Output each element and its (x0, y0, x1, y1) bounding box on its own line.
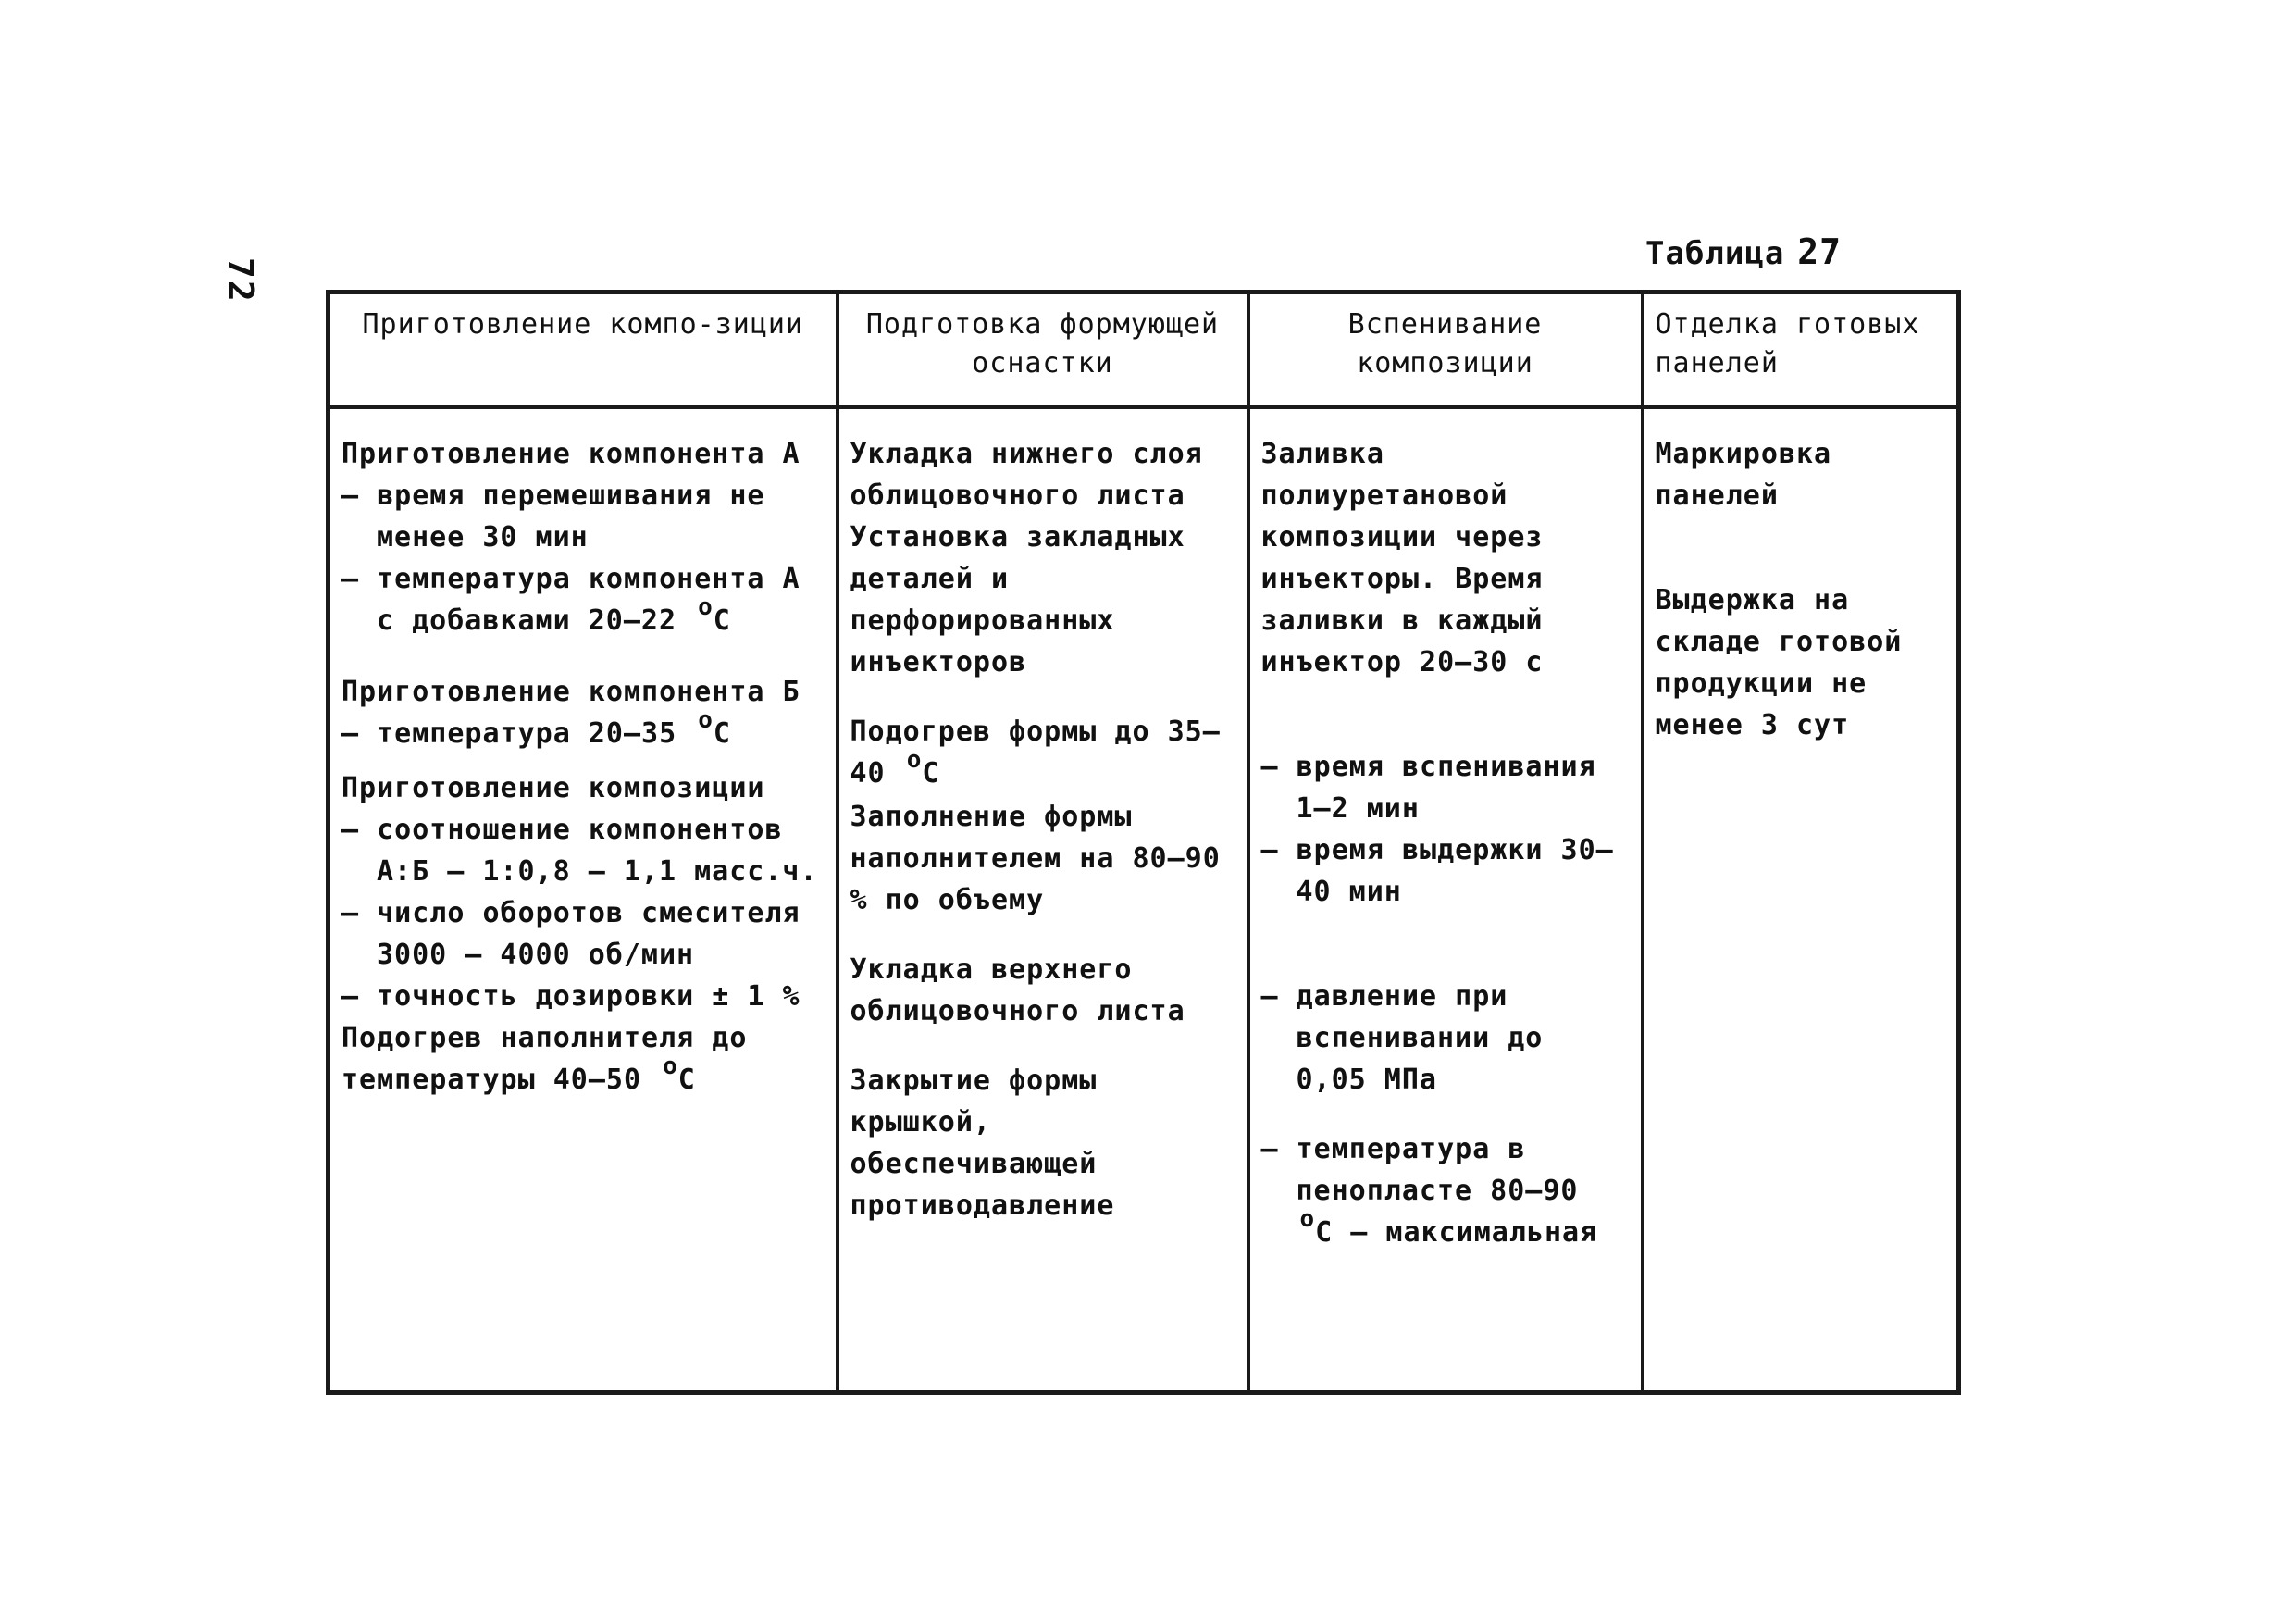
form-heating-unit: C (922, 757, 940, 790)
holding-time: – время выдержки 30–40 мин (1260, 834, 1614, 908)
form-heating-text: Подогрев формы до 35–40 (850, 716, 1221, 790)
process-table (326, 290, 1961, 1395)
filler-heating-unit: C (677, 1064, 696, 1096)
component-b-temperature-unit: C (713, 717, 731, 750)
degree-symbol: o (663, 1052, 678, 1080)
dosing-accuracy: – точность дозировки ± 1 % (341, 980, 800, 1013)
foam-temperature-text: – температура в пенопласте 80–90 (1260, 1133, 1579, 1207)
page-number: 72 (220, 257, 261, 304)
foaming-pressure: – давление при вспенивании до 0,05 МПа (1260, 980, 1544, 1096)
component-a-temperature (341, 558, 825, 643)
panel-marking: Маркировка панелей (1655, 438, 1832, 512)
degree-symbol: o (906, 746, 923, 774)
cell-tooling-prep (838, 407, 1248, 1393)
filler-heating (341, 1017, 825, 1102)
cell-panel-finishing (1643, 407, 1959, 1393)
component-a-temperature-unit: C (713, 604, 731, 637)
component-a-mix-time: – время перемешивания не менее 30 мин (341, 479, 765, 554)
component-b-temperature-text: – температура 20–35 (341, 717, 677, 750)
upper-sheet-laying: Укладка верхнего облицовочного листа (850, 953, 1185, 1027)
composition-title: Приготовление композиции (341, 772, 765, 804)
degree-symbol: o (698, 706, 714, 734)
component-a-temperature-text: – температура компонента А с добавками 20–22 (341, 563, 800, 637)
foam-temperature-unit: C – максимальная (1315, 1216, 1598, 1249)
foam-temperature (1261, 1128, 1630, 1255)
header-tooling-prep: Подготовка формующей оснастки (838, 292, 1248, 408)
component-a-title: Приготовление компонента А (341, 438, 800, 470)
composition-pouring: Заливка полиуретановой композиции через инъекторы. Время заливки в каждый инъектор 20–30 с (1260, 438, 1544, 678)
cell-composition-prep (329, 407, 838, 1393)
header-composition-prep: Приготовление компо-зиции (329, 292, 838, 408)
warehouse-storage: Выдержка на складе готовой продукции не менее 3 сут (1655, 584, 1903, 741)
lower-sheet-laying: Укладка нижнего слоя облицовочного листа (850, 438, 1203, 512)
component-b-title: Приготовление компонента Б (341, 676, 800, 708)
cell-foaming (1248, 407, 1643, 1393)
degree-symbol: o (698, 593, 714, 621)
table-header-row (329, 292, 1959, 408)
inserts-installation: Установка закладных деталей и перфорированных инъекторов (850, 521, 1185, 678)
degree-symbol: o (1299, 1205, 1316, 1233)
table-caption (1645, 231, 1842, 272)
form-heating (850, 711, 1235, 796)
header-panel-finishing: Отделка готовых панелей (1643, 292, 1959, 408)
header-foaming: Вспенивание композиции (1248, 292, 1643, 408)
table-body-row (329, 407, 1959, 1393)
component-b-temperature (341, 706, 825, 756)
form-filling: Заполнение формы наполнителем на 80–90 % по объему (850, 801, 1221, 916)
composition-ratio: – соотношение компонентов А:Б – 1:0,8 – 1,1 масс.ч. (341, 814, 818, 888)
mixer-rpm: – число оборотов смесителя 3000 – 4000 об/мин (341, 897, 800, 971)
form-closing: Закрытие формы крышкой, обеспечивающей противодавление (850, 1064, 1115, 1222)
foaming-time: – время вспенивания 1–2 мин (1260, 751, 1596, 825)
filler-heating-text: Подогрев наполнителя до температуры 40–50 (341, 1022, 748, 1096)
table-caption-number: 27 (1797, 231, 1843, 272)
table-caption-label: Таблица (1645, 235, 1785, 272)
